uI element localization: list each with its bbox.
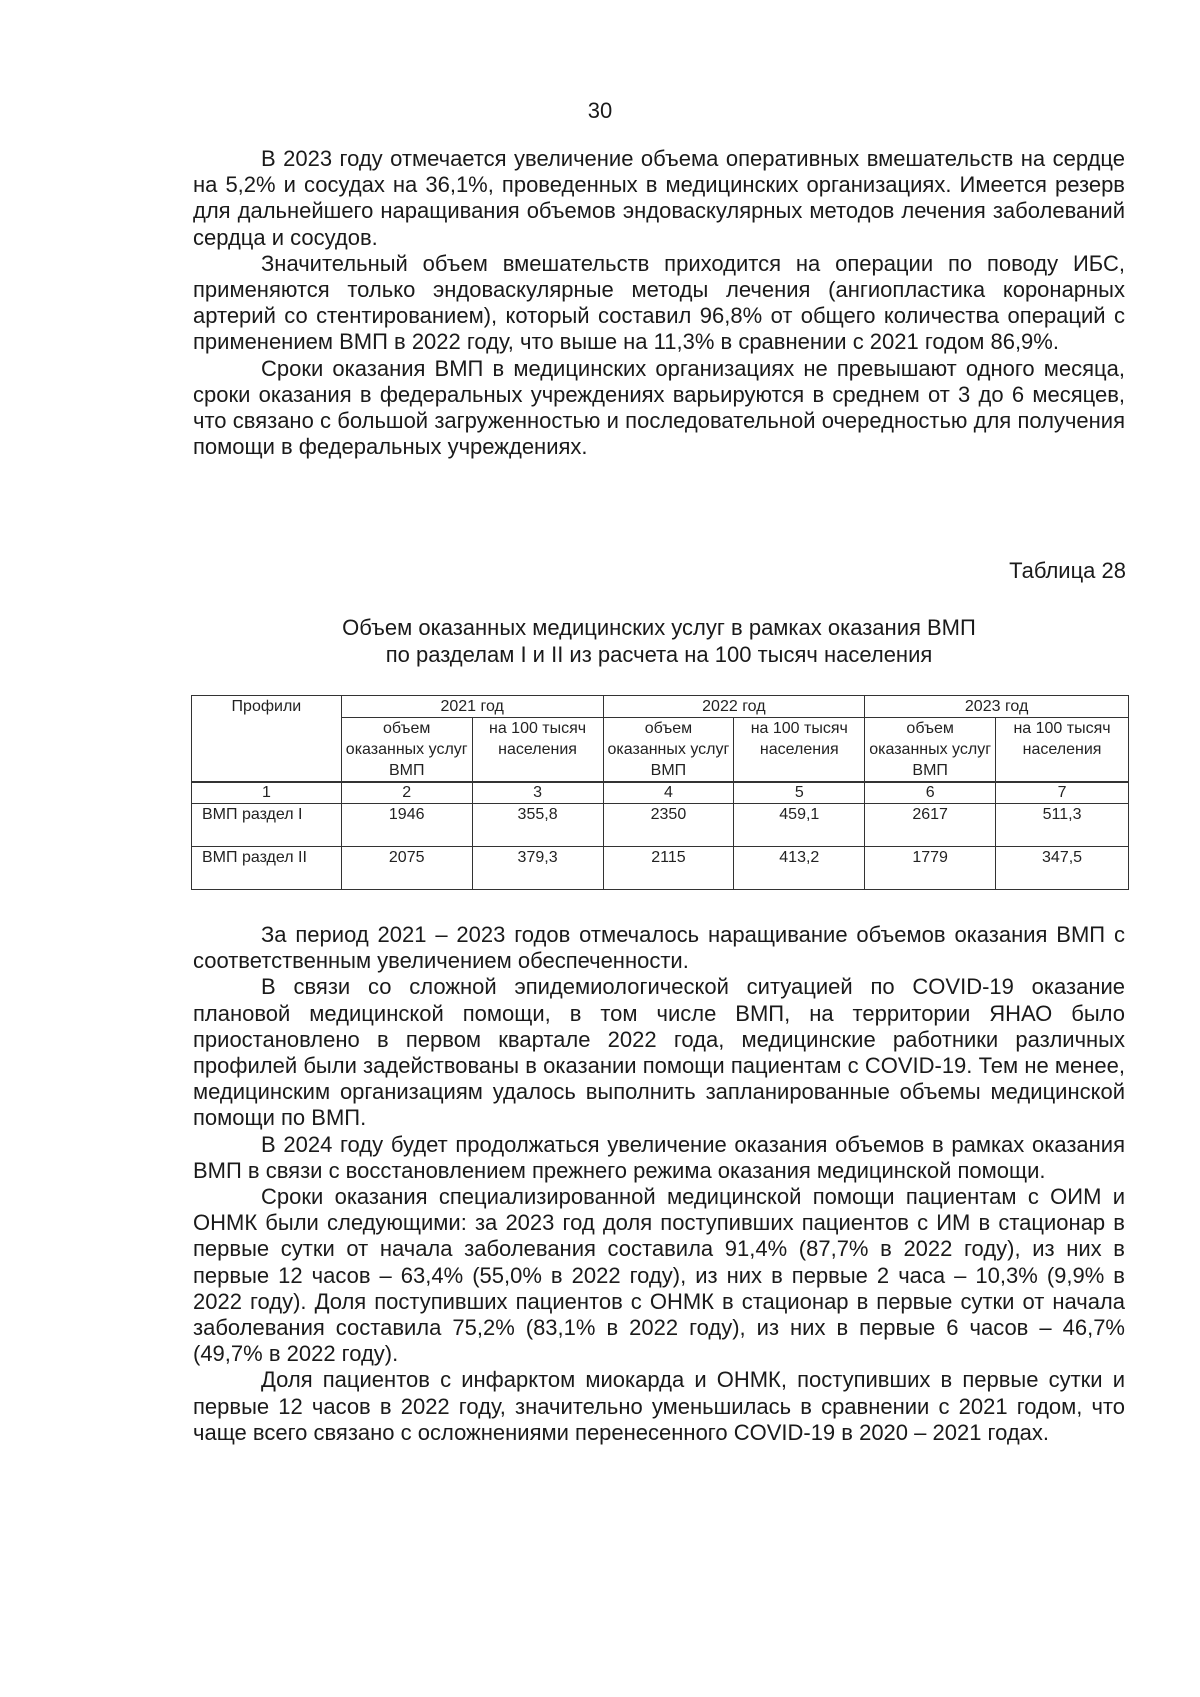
column-number: 7 — [996, 782, 1129, 804]
intro-text — [193, 146, 1125, 460]
header-volume: объем оказанных услуг ВМП — [341, 718, 472, 783]
row-label: ВМП раздел I — [192, 804, 342, 847]
table-cell: 459,1 — [734, 804, 865, 847]
paragraph: Сроки оказания ВМП в медицинских организациях не превышают одного месяца, сроки оказания в федеральных учреждениях варьируются в среднем от 3 до 6 месяцев, что связано с большой загруженностью и последовательной очередностью для получения помощи в федеральных учреждениях. — [193, 355, 1125, 460]
paragraph: В связи со сложной эпидемиологической ситуацией по COVID-19 оказание плановой медицинской помощи, в том числе ВМП, на территории ЯНАО было приостановлено в первом квартале 2022 года, медицинские работники различных профилей были задействованы в оказании помощи пациентам с COVID-19. Тем не менее, медицинским организациям удалось выполнить запланированные объемы медицинской помощи по ВМП. — [193, 974, 1125, 1131]
column-number: 5 — [734, 782, 865, 804]
header-per-100k: на 100 тысяч населения — [996, 718, 1129, 783]
header-year: 2023 год — [865, 696, 1129, 718]
table-cell: 2075 — [341, 847, 472, 890]
header-per-100k: на 100 тысяч населения — [734, 718, 865, 783]
table-cell: 2350 — [603, 804, 734, 847]
table-cell: 413,2 — [734, 847, 865, 890]
paragraph: За период 2021 – 2023 годов отмечалось наращивание объемов оказания ВМП с соответственным увеличением обеспеченности. — [193, 922, 1125, 974]
paragraph: Доля пациентов с инфарктом миокарда и ОНМК, поступивших в первые сутки и первые 12 часов в 2022 году, значительно уменьшилась в сравнении с 2021 годом, что чаще всего связано с осложнениями перенесенного COVID-19 в 2020 – 2021 годах. — [193, 1367, 1125, 1445]
header-year: 2022 год — [603, 696, 865, 718]
table-title-line: по разделам I и II из расчета на 100 тысяч населения — [385, 642, 933, 667]
table-cell: 379,3 — [472, 847, 603, 890]
header-profiles: Профили — [192, 696, 342, 783]
vmp-volume-table — [191, 695, 1129, 890]
table-cell: 511,3 — [996, 804, 1129, 847]
table-header-row — [192, 696, 1129, 718]
table-cell: 347,5 — [996, 847, 1129, 890]
conclusion-text — [193, 922, 1125, 1446]
page-number: 30 — [587, 98, 613, 123]
table-cell: 2115 — [603, 847, 734, 890]
row-label: ВМП раздел II — [192, 847, 342, 890]
column-number: 1 — [192, 782, 342, 804]
table-cell: 2617 — [865, 804, 996, 847]
column-number: 3 — [472, 782, 603, 804]
paragraph: В 2024 году будет продолжаться увеличение оказания объемов в рамках оказания ВМП в связи с восстановлением прежнего режима оказания медицинской помощи. — [193, 1131, 1125, 1183]
table-cell: 355,8 — [472, 804, 603, 847]
table-row — [192, 804, 1129, 847]
table-title-line: Объем оказанных медицинских услуг в рамках оказания ВМП — [342, 615, 976, 640]
paragraph: Сроки оказания специализированной медицинской помощи пациентам с ОИМ и ОНМК были следующими: за 2023 год доля поступивших пациентов с ИМ в стационар в первые сутки от начала заболевания составила 91,4% (87,7% в 2022 году), из них в первые 12 часов – 63,4% (55,0% в 2022 году), из них в первые 2 часа – 10,3% (9,9% в 2022 году). Доля поступивших пациентов с ОНМК в стационар в первые сутки от начала заболевания составила 75,2% (83,1% в 2022 году), из них в первые 6 часов – 46,7% (49,7% в 2022 году). — [193, 1184, 1125, 1367]
paragraph: В 2023 году отмечается увеличение объема оперативных вмешательств на сердце на 5,2% и сосудах на 36,1%, проведенных в медицинских организациях. Имеется резерв для дальнейшего наращивания объемов эндоваскулярных методов лечения заболеваний сердца и сосудов. — [193, 146, 1125, 250]
table-cell: 1779 — [865, 847, 996, 890]
table-cell: 1946 — [341, 804, 472, 847]
paragraph: Значительный объем вмешательств приходится на операции по поводу ИБС, применяются только эндоваскулярные методы лечения (ангиопластика коронарных артерий со стентированием), который составил 96,8% от общего количества операций с применением ВМП в 2022 году, что выше на 11,3% в сравнении с 2021 годом 86,9%. — [193, 250, 1125, 355]
column-number: 2 — [341, 782, 472, 804]
header-per-100k: на 100 тысяч населения — [472, 718, 603, 783]
table-label: Таблица 28 — [1009, 558, 1126, 583]
header-volume: объем оказанных услуг ВМП — [603, 718, 734, 783]
header-volume: объем оказанных услуг ВМП — [865, 718, 996, 783]
column-number-row — [192, 782, 1129, 804]
table-title — [193, 614, 1125, 668]
header-year: 2021 год — [341, 696, 603, 718]
column-number: 4 — [603, 782, 734, 804]
table-row — [192, 847, 1129, 890]
column-number: 6 — [865, 782, 996, 804]
